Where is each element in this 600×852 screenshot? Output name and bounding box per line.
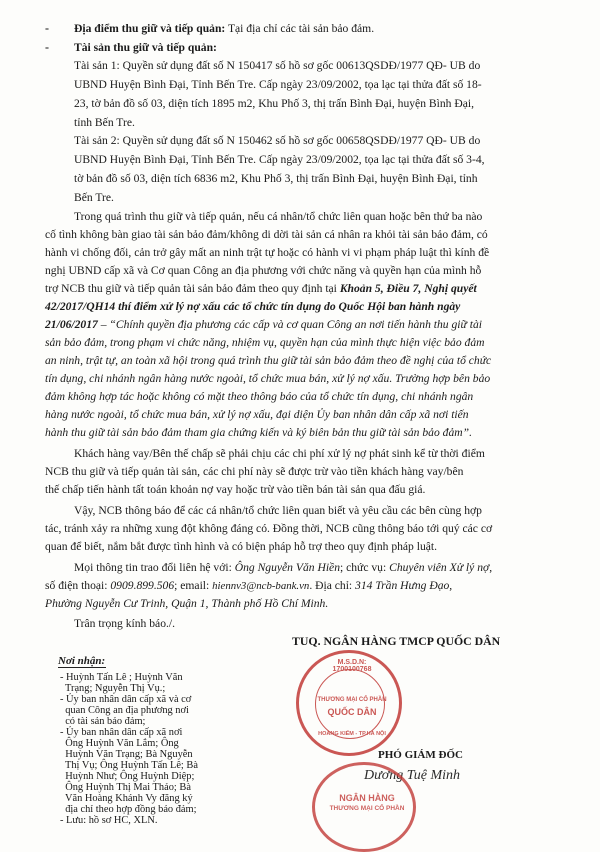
signer-title: PHÓ GIÁM ĐỐC bbox=[378, 749, 463, 761]
location-label: Địa điểm thu giữ và tiếp quản: bbox=[74, 22, 226, 35]
asset1-line: 23, tờ bản đồ số 03, diện tích 1895 m2, Khu Phố 3, thị trấn Bình Đại, huyện Bình Đại, bbox=[74, 97, 474, 110]
heading-underline bbox=[58, 667, 106, 668]
recipient-line: địa chỉ theo hợp đồng bảo đảm; bbox=[60, 804, 197, 815]
para1-line: cố tình không bàn giao tài sản bảo đảm/không di dời tài sản cá nhân ra khỏi tài sản bảo đảm, có bbox=[45, 228, 488, 241]
recipient-line: quan Công an địa phương nơi bbox=[60, 705, 189, 716]
seal-text: QUỐC DÂN bbox=[327, 707, 377, 717]
seal-text: NGÂN HÀNG bbox=[339, 793, 395, 803]
location-text: Tại địa chỉ các tài sản bảo đảm. bbox=[225, 22, 375, 35]
contact-line bbox=[74, 561, 492, 575]
contact-text: , bbox=[489, 561, 493, 574]
para2-line: Khách hàng vay/Bên thế chấp sẽ phải chịu các chi phí xử lý nợ phát sinh kể từ thời điểm bbox=[74, 447, 485, 460]
quote-line: hành thu giữ tài sản bảo đảm tham gia chứng kiến và ký biên bản thu giữ tài sản bảo đảm”. bbox=[45, 426, 472, 439]
contact-text: . Địa chỉ: bbox=[309, 579, 356, 592]
recipient-line: - Ủy ban nhân dân cấp xã và cơ bbox=[60, 694, 192, 705]
asset2-line: tờ bản đồ số 03, diện tích 6836 m2, Khu Phố 3, thị trấn Bình Đại, huyện Bình Đại, tỉnh bbox=[74, 172, 478, 185]
asset2-line: Tài sản 2: Quyền sử dụng đất số N 150462 số hồ sơ gốc 00658QSDĐ/1977 QĐ- UB do bbox=[74, 134, 481, 147]
quote-line: sản bảo đảm, trong phạm vi chức năng, nhiệm vụ, quyền hạn của mình thực hiện việc bảo đảm bbox=[45, 336, 485, 349]
bullet-dash: - bbox=[45, 21, 49, 35]
recipient-line: - Huỳnh Tấn Lê ; Huỳnh Văn bbox=[60, 672, 183, 683]
signer-org: TUQ. NGÂN HÀNG TMCP QUỐC DÂN bbox=[292, 634, 501, 648]
seal-code: M.S.D.N: 1700100768 bbox=[332, 659, 372, 673]
contact-person: Ông Nguyễn Văn Hiền bbox=[234, 561, 340, 574]
para1-text: trợ NCB thu giữ và tiếp quản tài sản bảo đảm theo quy định tại bbox=[45, 282, 340, 295]
seal-text: THƯƠNG MẠI CỔ PHẦN bbox=[317, 697, 387, 703]
email-address: hiennv3@ncb-bank.vn bbox=[212, 580, 310, 592]
asset1-line: tỉnh Bến Tre. bbox=[74, 116, 135, 129]
asset1-line: UBND Huyện Bình Đại, Tỉnh Bến Tre. Cấp ngày 23/09/2002, tọa lạc tại thửa đất số 18- bbox=[74, 78, 482, 91]
asset2-line: Bến Tre. bbox=[74, 191, 114, 204]
para2-line: NCB thu giữ và tiếp quản tài sản, các chi phí này sẽ được trừ vào tiền khách hàng vay/bên bbox=[45, 465, 464, 478]
signer-name: Dương Tuệ Minh bbox=[364, 768, 460, 783]
recipient-line: - Ủy ban nhân dân cấp xã nơi bbox=[60, 727, 183, 738]
company-seal-partial bbox=[312, 762, 416, 852]
asset2-line: UBND Huyện Bình Đại, Tỉnh Bến Tre. Cấp ngày 23/09/2002, tọa lạc tại thửa đất số 3-4, bbox=[74, 153, 485, 166]
recipient-line: Huỳnh Văn Trạng; Bà Nguyễn bbox=[60, 749, 193, 760]
legal-reference: 42/2017/QH14 thí điểm xử lý nợ xấu các tổ chức tín dụng do Quốc Hội ban hành ngày bbox=[45, 300, 461, 313]
phone-number: 0909.899.506 bbox=[110, 579, 175, 592]
recipient-line: Trạng; Nguyễn Thị Vụ.; bbox=[60, 683, 166, 694]
contact-text: ; email: bbox=[174, 579, 213, 592]
contact-text: ; chức vụ: bbox=[340, 561, 390, 574]
contact-text: Mọi thông tin trao đổi liên hệ với: bbox=[74, 561, 235, 574]
contact-position: Chuyên viên Xử lý nợ bbox=[389, 561, 490, 574]
legal-date: 21/06/2017 bbox=[45, 318, 98, 331]
recipient-line: Ông Huỳnh Văn Lắm; Ông bbox=[60, 738, 179, 749]
quote-line: an ninh, trật tự, an toàn xã hội trong quá trình thu giữ tài sản bảo đảm theo đề nghị của tổ chức bbox=[45, 354, 492, 367]
para1-line: nghị UBND cấp xã và Cơ quan Công an địa phương với chức năng và quyền hạn của mình hỗ bbox=[45, 264, 482, 277]
address-line: Phường Nguyễn Cư Trinh, Quận 1, Thành phố Hồ Chí Minh. bbox=[45, 597, 329, 610]
asset1-line: Tài sản 1: Quyền sử dụng đất số N 150417 số hồ sơ gốc 00613QSDĐ/1977 QĐ- UB do bbox=[74, 59, 481, 72]
para3-line: tác, tránh xảy ra những xung đột không đáng có. Đồng thời, NCB cũng thông báo tới quý các cơ bbox=[45, 522, 493, 535]
recipient-line: Văn Hoàng Khánh Vy đăng ký bbox=[60, 793, 193, 804]
company-seal bbox=[296, 650, 402, 756]
address-text: 314 Trần Hưng Đạo, bbox=[355, 579, 453, 592]
seal-text: HOÀNG KIẾM - TP.HÀ NỘI bbox=[318, 731, 386, 737]
para3-line: Vậy, NCB thông báo để các cá nhân/tổ chức liên quan biết và yêu cầu các bên cùng hợp bbox=[74, 504, 482, 517]
para1-line bbox=[45, 282, 477, 296]
quote-line: tín dụng, chi nhánh ngân hàng nước ngoài, tổ chức mua bán, xử lý nợ xấu. Trường hợp bên bảo bbox=[45, 372, 491, 385]
contact-text: số điện thoại: bbox=[45, 579, 111, 592]
recipients-heading: Nơi nhận: bbox=[58, 655, 106, 667]
location-line bbox=[74, 22, 374, 36]
para3-line: quan để biết, nắm bắt được tình hình và có biện pháp hỗ trợ theo quy định pháp luật. bbox=[45, 540, 438, 553]
quote-text: – “Chính quyền địa phương các cấp và cơ quan Công an nơi tiến hành thu giữ tài bbox=[97, 318, 482, 331]
seal-inner-ring bbox=[315, 669, 385, 739]
contact-line bbox=[45, 579, 452, 593]
recipient-line: Ông Huỳnh Thị Mai Thảo; Bà bbox=[60, 782, 191, 793]
recipient-line: có tài sản bảo đảm; bbox=[60, 716, 146, 727]
recipient-line: Thị Vụ; Ông Huỳnh Tấn Lê; Bà bbox=[60, 760, 198, 771]
closing-text: Trân trọng kính báo./. bbox=[74, 617, 176, 630]
para1-line: Trong quá trình thu giữ và tiếp quản, nếu cá nhân/tổ chức liên quan hoặc bên thứ ba nào bbox=[74, 210, 483, 223]
assets-label: Tài sản thu giữ và tiếp quản: bbox=[74, 41, 217, 54]
legal-reference: Khoản 5, Điều 7, Nghị quyết bbox=[339, 282, 477, 295]
quote-line: đảm không hợp tác hoặc không có mặt theo thông báo của tổ chức tín dụng, chi nhánh ngân bbox=[45, 390, 474, 403]
para1-line: hành vi chống đối, cản trở gây mất an ninh trật tự hoặc có hành vi vi phạm pháp luật thì kính đề bbox=[45, 246, 490, 259]
quote-line: hàng nước ngoài, tổ chức mua bán, xử lý nợ xấu, đại diện Ủy ban nhân dân cấp xã nơi tiến bbox=[45, 408, 469, 421]
para1-line bbox=[45, 318, 482, 332]
para2-line: thế chấp tiến hành tất toán khoản nợ vay hoặc trừ vào tiền bán tài sản qua đấu giá. bbox=[45, 483, 426, 496]
recipient-line: - Lưu: hồ sơ HC, XLN. bbox=[60, 815, 158, 826]
bullet-dash: - bbox=[45, 40, 49, 54]
seal-text: THƯƠNG MẠI CỔ PHẦN bbox=[329, 805, 405, 812]
recipient-line: Huỳnh Như; Ông Huỳnh Diệp; bbox=[60, 771, 195, 782]
